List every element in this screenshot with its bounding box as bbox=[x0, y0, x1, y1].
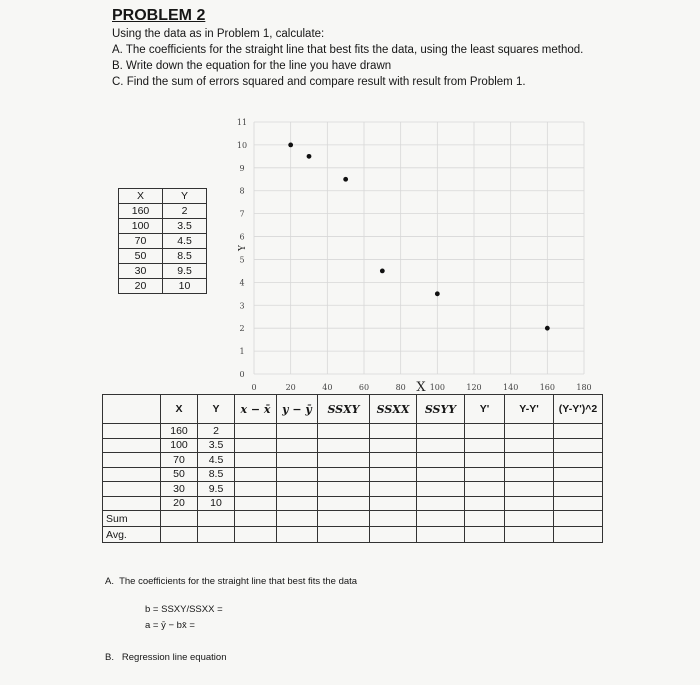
worksheet-table bbox=[102, 394, 603, 543]
x-axis-label: X bbox=[416, 380, 426, 395]
x-tick-label: 100 bbox=[429, 383, 445, 392]
x-tick-label: 40 bbox=[322, 383, 333, 392]
answer-b-text: Regression line equation bbox=[121, 652, 227, 663]
instruction-line: Using the data as in Problem 1, calculate: bbox=[112, 28, 325, 40]
y-tick-label: 11 bbox=[236, 118, 248, 127]
table-row bbox=[119, 219, 207, 234]
x-cell: 160 bbox=[161, 424, 198, 439]
table-row bbox=[103, 453, 603, 468]
header-y: Y bbox=[163, 189, 207, 204]
table-row bbox=[119, 234, 207, 249]
x-cell: 100 bbox=[161, 438, 198, 453]
instruction-line: C. Find the sum of errors squared and compare result with result from Problem 1. bbox=[112, 76, 526, 88]
table-row bbox=[119, 249, 207, 264]
answer-a-text: The coefficients for the straight line that best fits the data bbox=[119, 576, 358, 587]
header-ssyy: SSYY bbox=[417, 395, 465, 424]
y-axis-label: Y bbox=[238, 245, 248, 251]
x-cell: 30 bbox=[119, 264, 163, 279]
data-point bbox=[545, 326, 550, 331]
x-tick-label: 180 bbox=[576, 383, 592, 392]
x-tick-label: 20 bbox=[285, 383, 296, 392]
y-cell: 3.5 bbox=[198, 438, 235, 453]
table-row bbox=[119, 279, 207, 294]
table-row bbox=[103, 424, 603, 439]
y-cell: 10 bbox=[198, 496, 235, 511]
table-row bbox=[103, 482, 603, 497]
data-point bbox=[307, 154, 312, 159]
page-title: PROBLEM 2 bbox=[112, 7, 206, 24]
x-tick-label: 0 bbox=[251, 383, 257, 392]
x-cell: 50 bbox=[119, 249, 163, 264]
table-row bbox=[119, 264, 207, 279]
worksheet-header-row bbox=[103, 395, 603, 424]
blank-header bbox=[103, 395, 161, 424]
y-tick-label: 6 bbox=[239, 232, 245, 242]
header-x: X bbox=[119, 189, 163, 204]
y-cell: 2 bbox=[163, 204, 207, 219]
answer-a-label: A. bbox=[105, 576, 114, 587]
y-tick-label: 4 bbox=[239, 278, 245, 288]
y-tick-label: 8 bbox=[239, 186, 245, 196]
header-residual: Y-Y' bbox=[505, 395, 554, 424]
instruction-line: A. The coefficients for the straight line that best fits the data, using the least squares method. bbox=[112, 44, 584, 56]
x-tick-label: 140 bbox=[503, 383, 519, 392]
x-cell: 70 bbox=[119, 234, 163, 249]
table-row bbox=[103, 496, 603, 511]
x-tick-label: 160 bbox=[539, 383, 555, 392]
y-tick-label: 2 bbox=[239, 324, 245, 334]
table-row bbox=[103, 467, 603, 482]
header-y-pred: Y' bbox=[465, 395, 505, 424]
header-y: Y bbox=[198, 395, 235, 424]
data-table bbox=[118, 188, 207, 294]
header-residual-squared: (Y-Y')^2 bbox=[554, 395, 603, 424]
data-point bbox=[435, 291, 440, 296]
x-cell: 30 bbox=[161, 482, 198, 497]
header-ssxx: SSXX bbox=[370, 395, 417, 424]
intercept-formula: a = ȳ − bx̄ = bbox=[145, 620, 195, 631]
instruction-line: B. Write down the equation for the line you have drawn bbox=[112, 60, 392, 72]
data-point bbox=[288, 143, 293, 148]
y-tick-label: 0 bbox=[239, 370, 245, 379]
x-tick-label: 80 bbox=[395, 383, 406, 392]
answer-b-label: B. bbox=[105, 652, 114, 663]
answer-b bbox=[105, 652, 226, 663]
x-cell: 160 bbox=[119, 204, 163, 219]
y-tick-label: 10 bbox=[236, 140, 248, 150]
header-x-deviation: x − x̄ bbox=[235, 395, 277, 424]
table-row bbox=[103, 438, 603, 453]
y-tick-label: 7 bbox=[239, 209, 245, 219]
scatter-chart bbox=[226, 112, 596, 396]
x-cell: 50 bbox=[161, 467, 198, 482]
header-ssxy: SSXY bbox=[318, 395, 370, 424]
y-cell: 10 bbox=[163, 279, 207, 294]
y-cell: 4.5 bbox=[163, 234, 207, 249]
x-cell: 20 bbox=[119, 279, 163, 294]
y-cell: 4.5 bbox=[198, 453, 235, 468]
answer-a bbox=[105, 576, 357, 587]
sum-label: Sum bbox=[103, 511, 161, 527]
y-tick-label: 3 bbox=[239, 301, 245, 311]
x-tick-label: 120 bbox=[466, 383, 482, 392]
y-cell: 2 bbox=[198, 424, 235, 439]
y-cell: 3.5 bbox=[163, 219, 207, 234]
header-y-deviation: y − ȳ bbox=[277, 395, 318, 424]
y-cell: 9.5 bbox=[198, 482, 235, 497]
slope-formula: b = SSXY/SSXX = bbox=[145, 604, 223, 615]
data-point bbox=[343, 177, 348, 182]
y-cell: 8.5 bbox=[198, 467, 235, 482]
avg-label: Avg. bbox=[103, 527, 161, 543]
table-row bbox=[119, 204, 207, 219]
header-x: X bbox=[161, 395, 198, 424]
x-cell: 100 bbox=[119, 219, 163, 234]
x-tick-label: 60 bbox=[358, 383, 370, 392]
avg-row bbox=[103, 527, 603, 543]
y-tick-label: 5 bbox=[239, 255, 245, 265]
x-cell: 70 bbox=[161, 453, 198, 468]
sum-row bbox=[103, 511, 603, 527]
y-cell: 9.5 bbox=[163, 264, 207, 279]
data-point bbox=[380, 269, 385, 274]
x-cell: 20 bbox=[161, 496, 198, 511]
y-cell: 8.5 bbox=[163, 249, 207, 264]
y-tick-label: 1 bbox=[239, 347, 245, 357]
y-tick-label: 9 bbox=[239, 163, 245, 173]
